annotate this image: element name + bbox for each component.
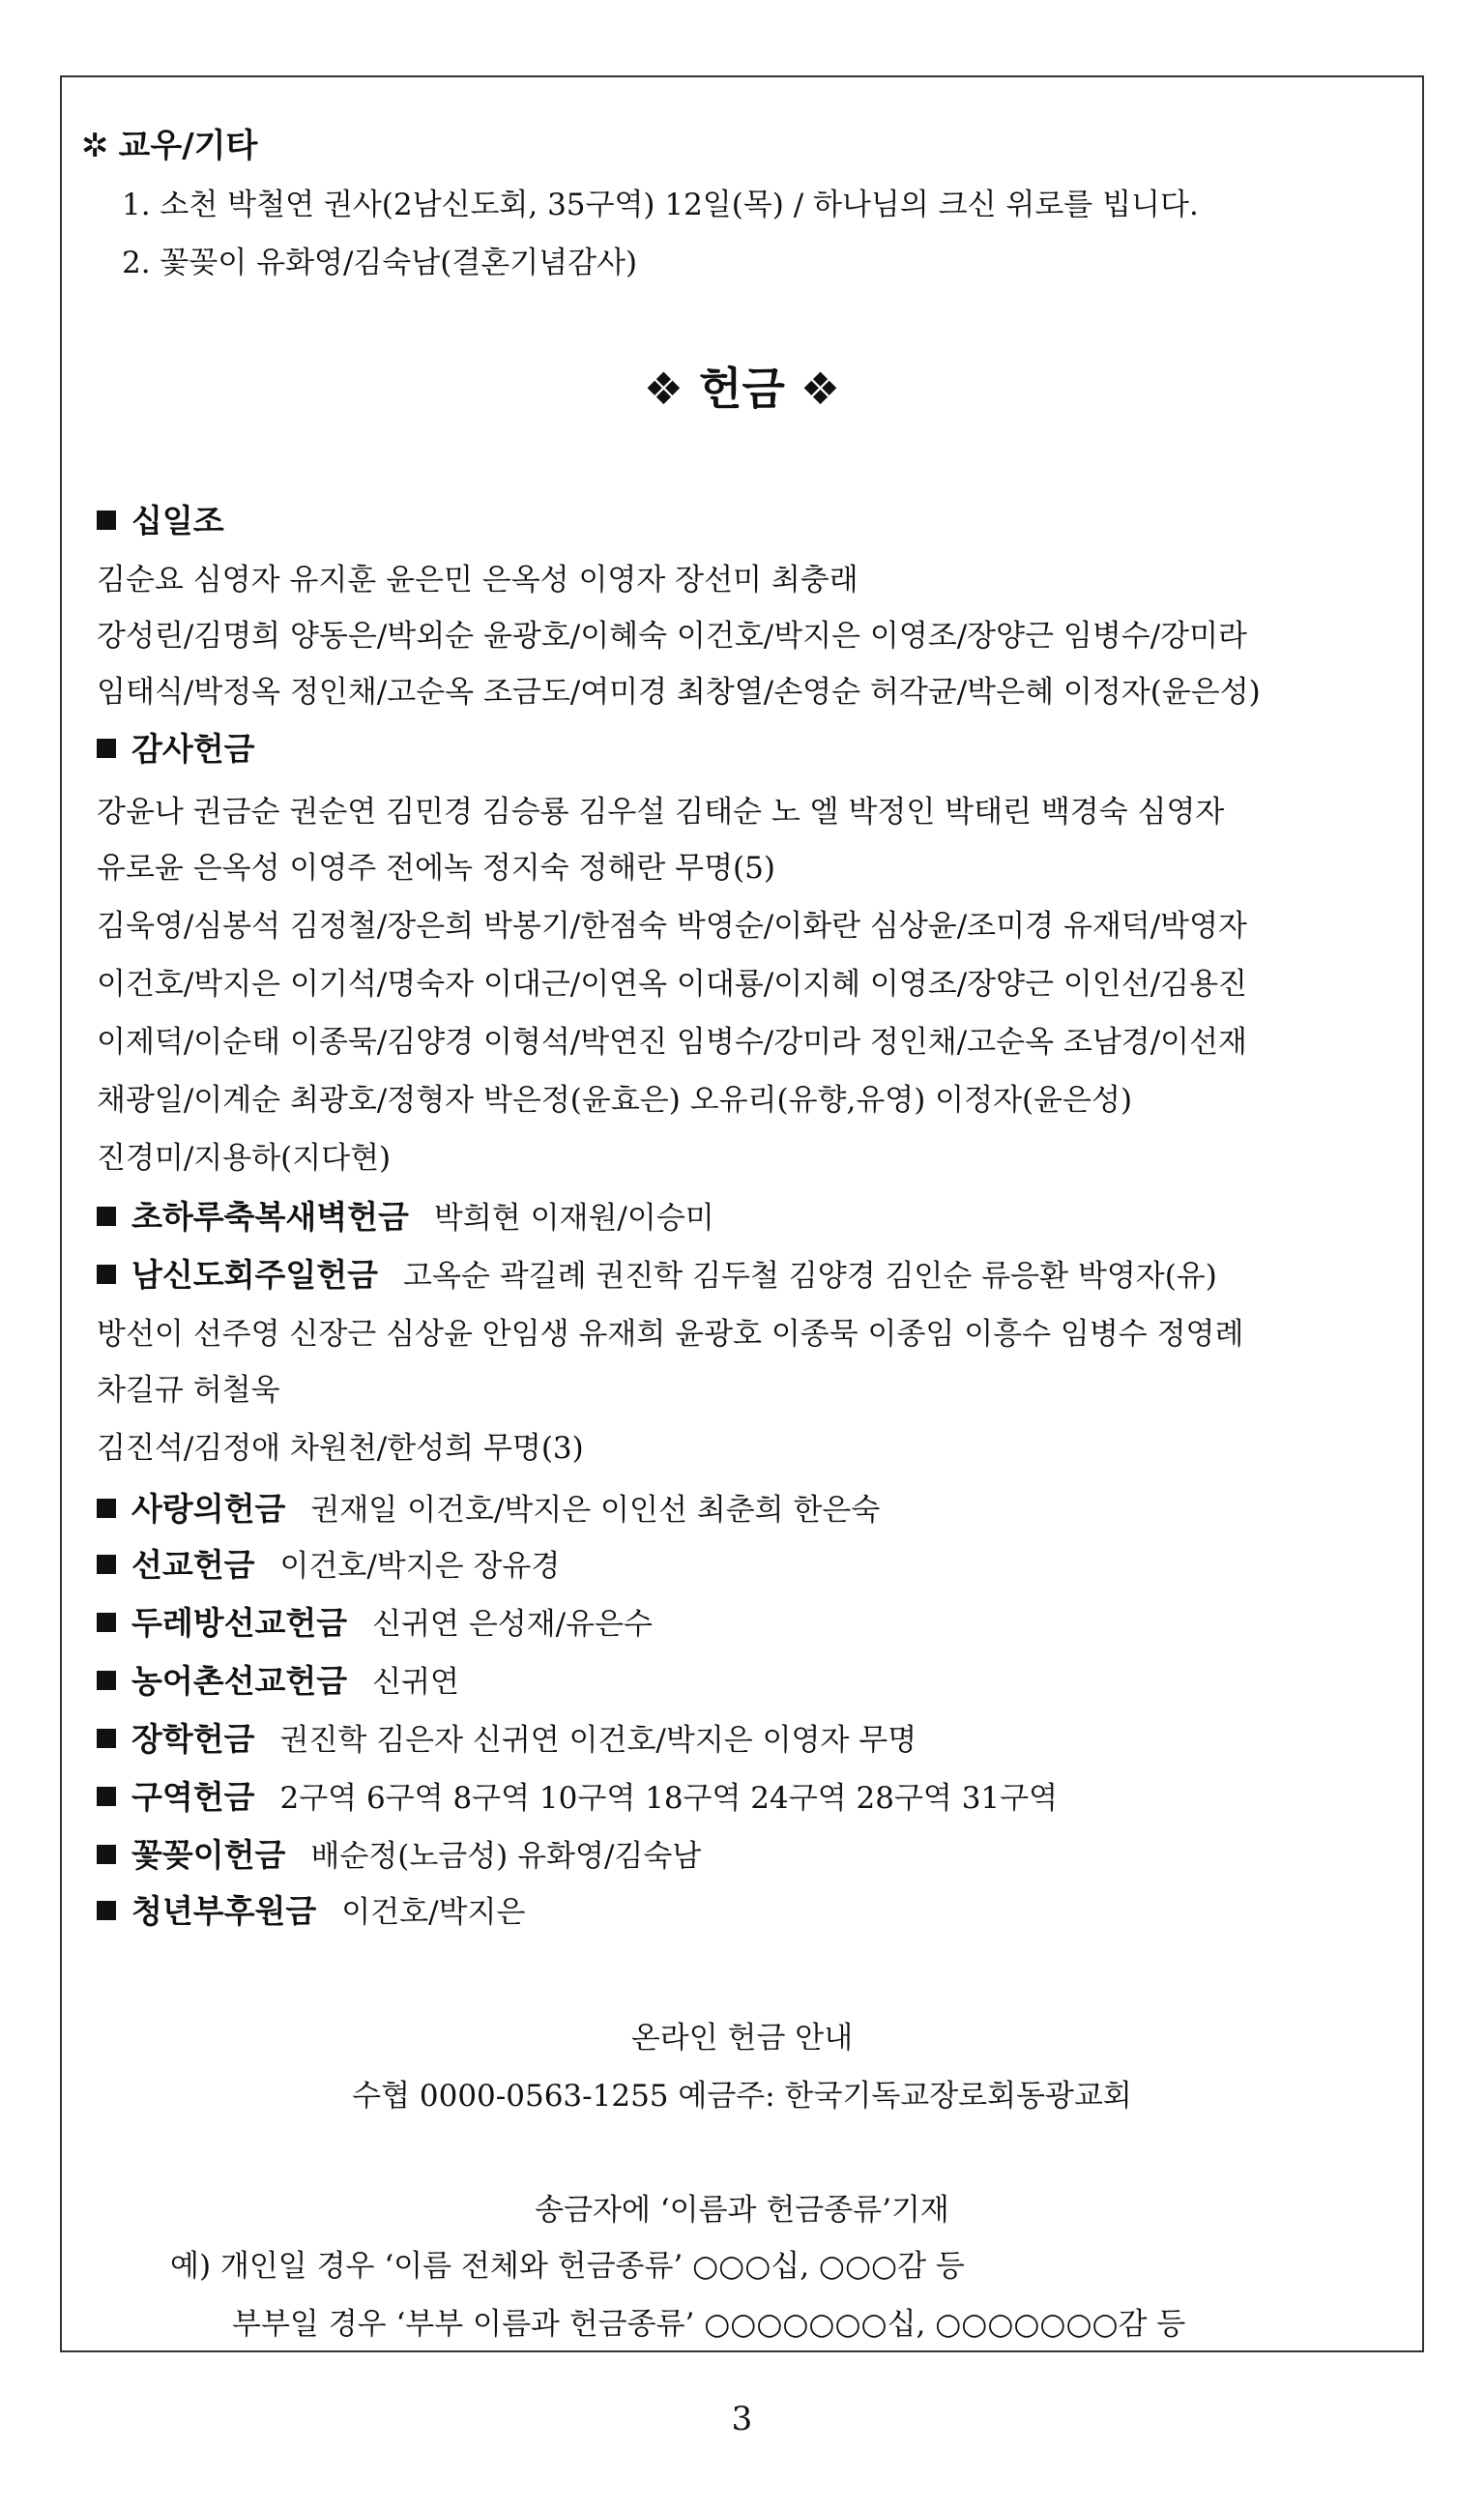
square-bullet-icon [97, 739, 116, 758]
square-bullet-icon [97, 1901, 116, 1920]
men-heading [97, 1253, 1217, 1298]
thanks-line: 김욱영/심봉석 김정철/장은희 박봉기/한점숙 박영순/이화란 심상윤/조미경 유재덕/박영자 [97, 909, 1247, 944]
misc-item-1: 1. 소천 박철연 권사(2남신도회, 35구역) 12일(목) / 하나님의 크신 위로를 빕니다. [122, 188, 1199, 222]
dawn-heading-text: 초하루축복새벽헌금 [131, 1198, 409, 1236]
thanks-line: 채광일/이계순 최광호/정형자 박은정(윤효은) 오유리(유향,유영) 이정자(윤은성) [97, 1083, 1133, 1118]
square-bullet-icon [97, 1845, 116, 1864]
men-line: 방선이 선주영 신장근 심상윤 안임생 유재희 윤광호 이종묵 이종임 이흥수 임병수 정영례 [97, 1317, 1244, 1352]
thanks-heading [97, 727, 255, 772]
page-number: 3 [731, 2400, 753, 2438]
square-bullet-icon [97, 1207, 116, 1226]
online-example-1: 예) 개인일 경우 ‘이름 전체와 헌금종류’ ○○○십, ○○○감 등 [170, 2249, 965, 2284]
tithe-line: 임태식/박정옥 정인채/고순옥 조금도/여미경 최창열/손영순 허각균/박은혜 이정자(윤은성) [97, 675, 1261, 710]
online-note: 송금자에 ‘이름과 헌금종류’기재 [535, 2193, 949, 2228]
thanks-line: 강윤나 권금순 권순연 김민경 김승룡 김우설 김태순 노 엘 박정인 박태린 백경숙 심영자 [97, 795, 1225, 830]
misc-heading [81, 124, 257, 168]
flower-heading-text: 꽃꽂이헌금 [131, 1836, 286, 1874]
scholar-heading-text: 장학헌금 [131, 1720, 255, 1758]
square-bullet-icon [97, 1499, 116, 1518]
thanks-line: 유로윤 은옥성 이영주 전에녹 정지숙 정해란 무명(5) [97, 851, 775, 886]
flower-heading [97, 1833, 701, 1879]
men-heading-text: 남신도회주일헌금 [131, 1256, 379, 1294]
youth-names: 이건호/박지은 [341, 1895, 526, 1930]
mission-heading [97, 1543, 560, 1589]
district-heading [97, 1775, 1058, 1821]
tithe-line: 강성린/김명희 양동은/박외순 윤광호/이혜숙 이건호/박지은 이영조/장양근 임병수/강미라 [97, 619, 1247, 654]
misc-heading-text: 교우/기타 [118, 127, 258, 165]
district-names: 2구역 6구역 8구역 10구역 18구역 24구역 28구역 31구역 [279, 1781, 1059, 1816]
mission-heading-text: 선교헌금 [131, 1546, 255, 1584]
square-bullet-icon [97, 511, 116, 530]
tithe-heading-text: 십일조 [131, 502, 224, 540]
dawn-heading [97, 1195, 714, 1240]
online-example-2: 부부일 경우 ‘부부 이름과 헌금종류’ ○○○○○○○십, ○○○○○○○감 등 [232, 2307, 1186, 2342]
square-bullet-icon [97, 1555, 116, 1574]
tithe-heading [97, 499, 224, 543]
youth-heading [97, 1889, 525, 1935]
rural-heading-text: 농어촌선교헌금 [131, 1662, 348, 1700]
love-heading-text: 사랑의헌금 [131, 1490, 286, 1528]
men-line: 차길규 허철욱 [97, 1373, 280, 1408]
scholar-names: 권진학 김은자 신귀연 이건호/박지은 이영자 무명 [279, 1723, 917, 1758]
online-account: 수협 0000-0563-1255 예금주: 한국기독교장로회동광교회 [352, 2079, 1132, 2114]
misc-item-2: 2. 꽃꽂이 유화영/김숙남(결혼기념감사) [122, 246, 638, 280]
dure-heading [97, 1601, 653, 1647]
square-bullet-icon [97, 1729, 116, 1748]
mission-names: 이건호/박지은 장유경 [279, 1549, 561, 1584]
thanks-line: 진경미/지용하(지다현) [97, 1141, 392, 1176]
square-bullet-icon [97, 1787, 116, 1806]
thanks-heading-text: 감사헌금 [131, 730, 255, 768]
tithe-line: 김순요 심영자 유지훈 윤은민 은옥성 이영자 장선미 최충래 [97, 563, 858, 598]
thanks-line: 이제덕/이순태 이종묵/김양경 이형석/박연진 임병수/강미라 정인채/고순옥 조남경/이선재 [97, 1025, 1247, 1060]
flower-names: 배순정(노금성) 유화영/김숙남 [310, 1839, 702, 1874]
rural-names: 신귀연 [372, 1665, 459, 1700]
square-bullet-icon [97, 1671, 116, 1690]
love-names: 권재일 이건호/박지은 이인선 최춘희 한은숙 [310, 1493, 881, 1528]
offering-title: ❖ 헌금 ❖ [643, 363, 841, 415]
scholar-heading [97, 1717, 917, 1763]
dawn-names: 박희현 이재원/이승미 [433, 1201, 714, 1236]
youth-heading-text: 청년부후원금 [131, 1892, 317, 1930]
men-line: 김진석/김정애 차원천/한성희 무명(3) [97, 1431, 584, 1466]
dure-names: 신귀연 은성재/유은수 [372, 1607, 653, 1642]
district-heading-text: 구역헌금 [131, 1778, 255, 1816]
online-title: 온라인 헌금 안내 [630, 2021, 854, 2056]
rural-heading [97, 1659, 459, 1705]
love-heading [97, 1487, 880, 1532]
square-bullet-icon [97, 1265, 116, 1284]
dure-heading-text: 두레방선교헌금 [131, 1604, 348, 1642]
asterisk-icon: ✲ [81, 127, 109, 165]
square-bullet-icon [97, 1613, 116, 1632]
men-names: 고옥순 곽길례 권진학 김두철 김양경 김인순 류응환 박영자(유) [403, 1259, 1217, 1294]
thanks-line: 이건호/박지은 이기석/명숙자 이대근/이연옥 이대룡/이지혜 이영조/장양근 이인선/김용진 [97, 967, 1247, 1002]
